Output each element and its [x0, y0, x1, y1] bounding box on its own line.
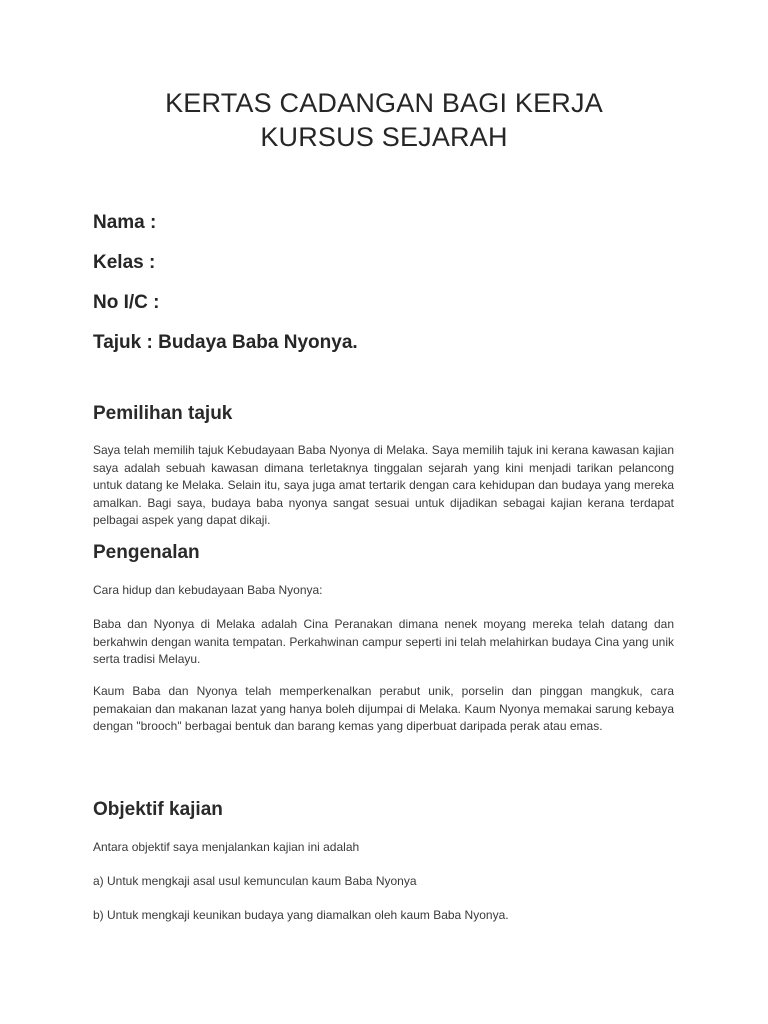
document-title	[60, 86, 708, 154]
paragraph-pemilihan-tajuk: Saya telah memilih tajuk Kebudayaan Baba Nyonya di Melaka. Saya memilih tajuk ini kerana kawasan kajian saya adalah sebuah kawasan dimana terletaknya tinggalan sejarah yang kini menjadi tarikan pelancong untuk datang ke Melaka. Selain itu, saya juga amat tertarik dengan cara kehidupan dan budaya yang mereka amalkan. Bagi saya, budaya baba nyonya sangat sesuai untuk dijadikan sebagai kajian kerana terdapat pelbagai aspek yang dapat dikaji.	[93, 443, 674, 527]
paragraph-objektif-2: a) Untuk mengkaji asal usul kemunculan kaum Baba Nyonya	[93, 874, 417, 888]
field-tajuk: Tajuk : Budaya Baba Nyonya.	[93, 332, 358, 353]
paragraph-pengenalan-1: Cara hidup dan kebudayaan Baba Nyonya:	[93, 583, 323, 597]
title-line-1: KERTAS CADANGAN BAGI KERJA	[165, 88, 603, 118]
paragraph-pengenalan-3: Kaum Baba dan Nyonya telah memperkenalkan perabut unik, porselin dan pinggan mangkuk, cara pemakaian dan makanan lazat yang hanya boleh dijumpai di Melaka. Kaum Nyonya memakai sarung kebaya dengan "brooch" berbagai bentuk dan barang kemas yang diperbuat daripada perak atau emas.	[93, 684, 674, 733]
title-line-2: KURSUS SEJARAH	[260, 122, 508, 152]
field-nama: Nama :	[93, 212, 157, 233]
paragraph-objektif-3: b) Untuk mengkaji keunikan budaya yang diamalkan oleh kaum Baba Nyonya.	[93, 908, 509, 922]
paragraph-pengenalan-2: Baba dan Nyonya di Melaka adalah Cina Peranakan dimana nenek moyang mereka telah datang dan berkahwin dengan wanita tempatan. Perkahwinan campur seperti ini telah melahirkan budaya Cina yang unik serta tradisi Melayu.	[93, 617, 674, 666]
student-info-fields	[93, 210, 693, 370]
paragraph-objektif-1: Antara objektif saya menjalankan kajian ini adalah	[93, 840, 360, 854]
heading-pemilihan-tajuk: Pemilihan tajuk	[93, 403, 233, 424]
field-noic: No I/C :	[93, 292, 160, 313]
heading-pengenalan: Pengenalan	[93, 542, 200, 563]
field-kelas: Kelas :	[93, 252, 156, 273]
heading-objektif-kajian: Objektif kajian	[93, 799, 223, 820]
